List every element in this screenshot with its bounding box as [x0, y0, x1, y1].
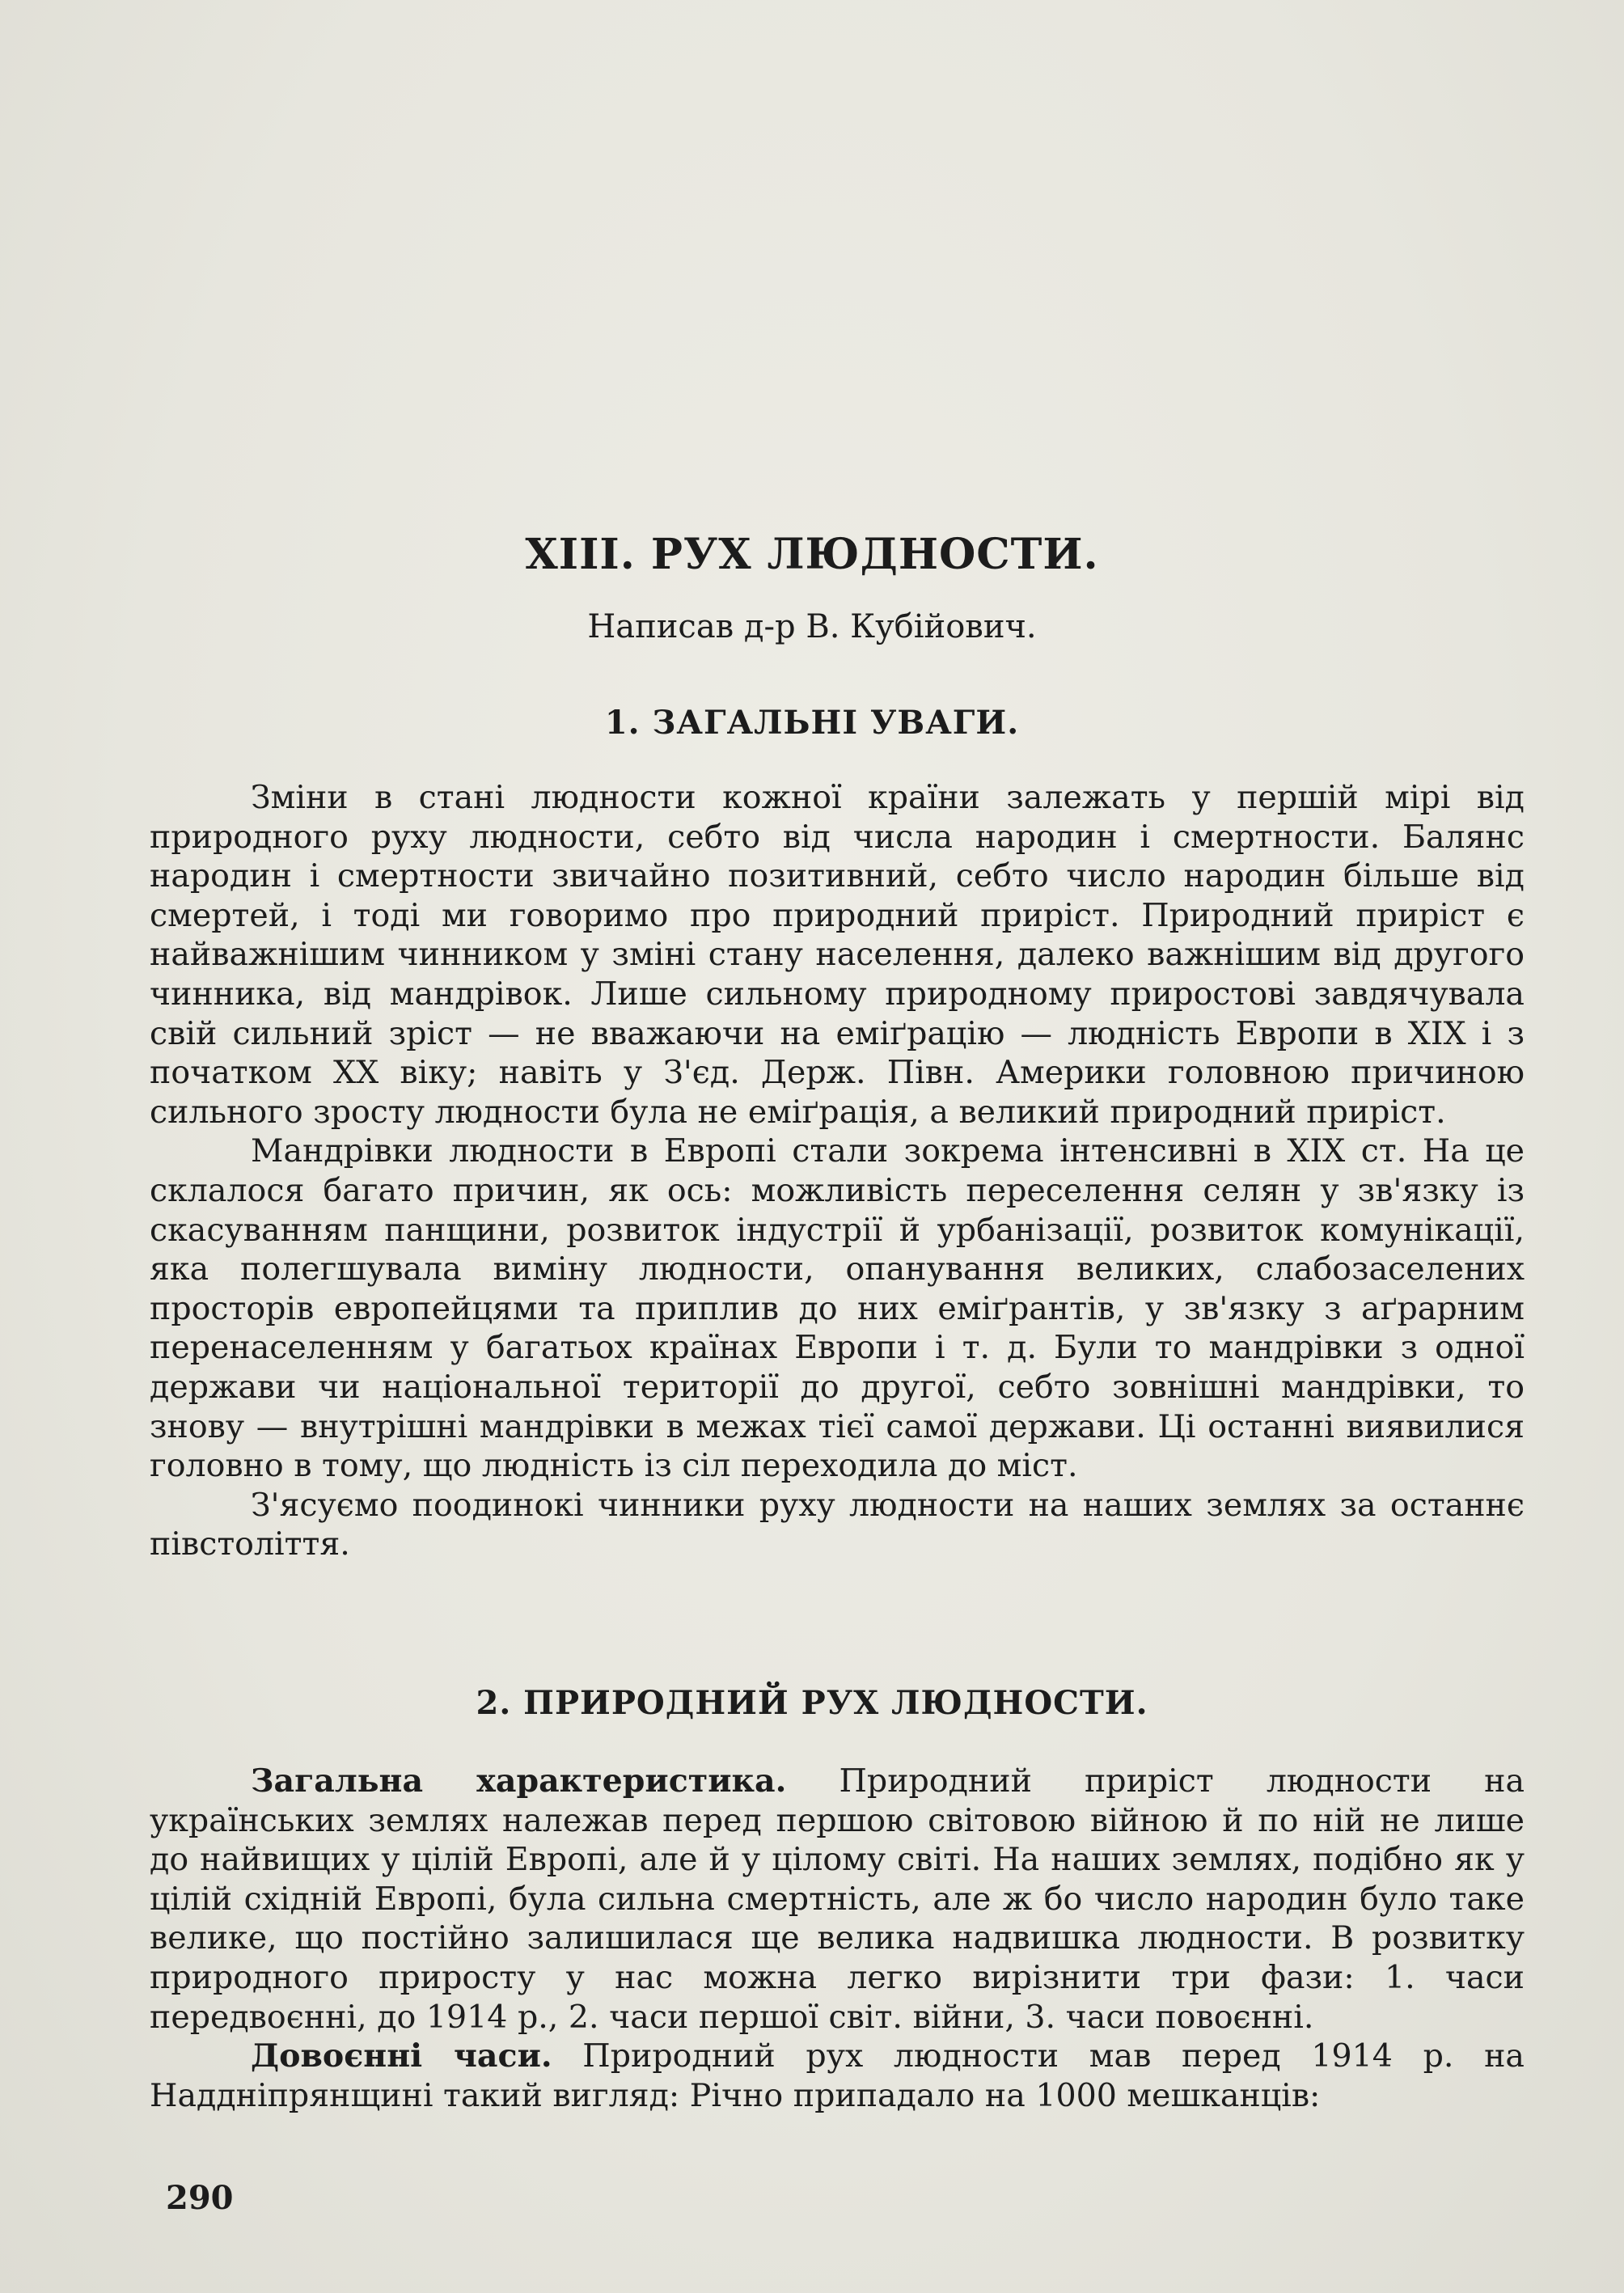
paragraph: Мандрівки людности в Европі стали зокрема інтенсивні в XIX ст. На це склалося багато причин, як ось: можливість переселення селян у зв'язку із скасуванням панщини, розвиток індустрії й урбанізації, розвиток комунікації, яка полегшувала виміну людности, опанування великих, слабозаселених просторів европейцями та приплив до них еміґрантів, у зв'язку з аґрарним перенаселенням у багатьох країнах Европи і т. д. Були то мандрівки з одної держави чи національної території до другої, себто зовнішні мандрівки, то знову — внутрішні мандрівки в межах тієї самої держави. Ці останні виявилися головно в тому, що людність із сіл переходила до міст. — [150, 1132, 1525, 1485]
paragraph — [150, 1762, 1525, 2037]
paragraph-lead: Загальна характеристика. — [251, 1762, 787, 1800]
paragraph: Зміни в стані людности кожної країни залежать у першій мірі від природного руху людности, себто від числа народин і смертности. Балянс народин і смертности звичайно позитивний, себто число народин більше від смертей, і тоді ми говоримо про природний приріст. Природний приріст є найважнішим чинником у зміні стану населення, далеко важнішим від другого чинника, від мандрівок. Лише сильному природному приростові завдячувала свій сильний зріст — не вважаючи на еміґрацію — людність Европи в XIX і з початком XX віку; навіть у З'єд. Держ. Півн. Америки головною причиною сильного зросту людности була не еміґрація, а великий природний приріст. — [150, 779, 1525, 1131]
section-natural-movement-body — [150, 1762, 1525, 2115]
paragraph-text: Природний приріст людности на українських землях належав перед першою світовою війною й по ній не лише до найвищих у цілій Европі, але й у цілому світі. На наших землях, подібно як у цілій східній Европі, була сильна смертність, але ж бо число народин було таке велике, що постійно залишилася ще велика надвишка людности. В розвитку природного приросту у нас можна легко вирізнити три фази: 1. часи передвоєнні, до 1914 р., 2. часи першої світ. війни, 3. часи повоєнні. — [150, 1762, 1525, 2036]
paragraph — [150, 2037, 1525, 2115]
section-heading-general: 1. ЗАГАЛЬНІ УВАГИ. — [604, 704, 1020, 742]
paragraph: З'ясуємо поодинокі чинники руху людности на наших землях за останнє півстоліття. — [150, 1486, 1525, 1563]
section-heading-natural-movement: 2. ПРИРОДНИЙ РУХ ЛЮДНОСТИ. — [476, 1684, 1148, 1722]
paragraph-lead: Довоєнні часи. — [251, 2037, 552, 2075]
chapter-title: XIII. РУХ ЛЮДНОСТИ. — [525, 530, 1099, 579]
section-general-body — [150, 778, 1525, 1564]
paragraph-text: Природний рух людности мав перед 1914 р. на Наддніпрянщині такий вигляд: Річно припадало на 1000 мешканців: — [150, 2037, 1525, 2114]
author-byline: Написав д-р В. Кубійович. — [587, 608, 1037, 645]
page-number: 290 — [166, 2179, 234, 2217]
